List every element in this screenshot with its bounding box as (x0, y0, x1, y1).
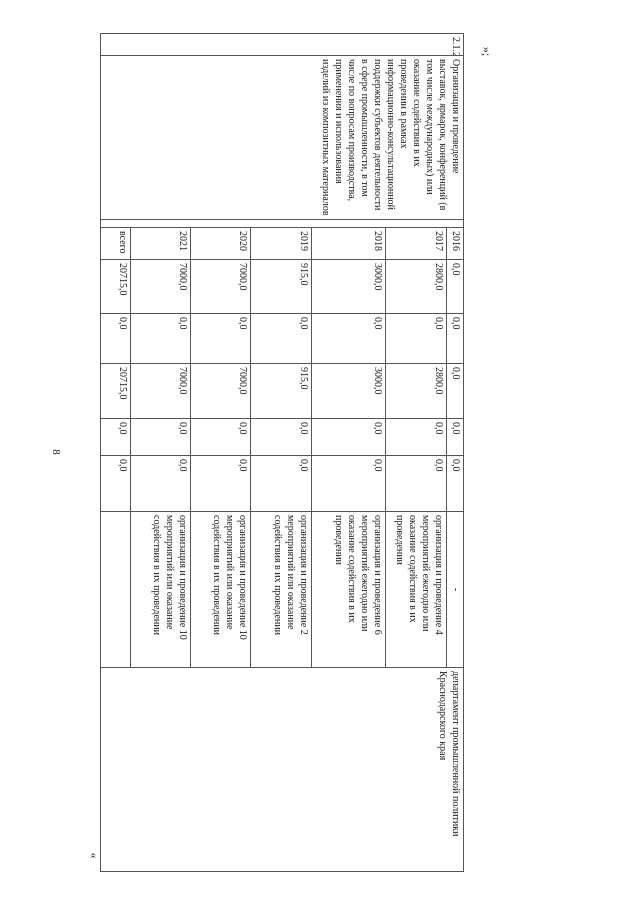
regional-cell: 20715,0 (101, 364, 131, 419)
extra-cell: 0,0 (311, 456, 386, 512)
year-cell: 2019 (251, 228, 311, 260)
total-cell: 2800,0 (386, 260, 446, 314)
result-cell: организация и проведение 10 мероприятий или оказание содействия в их проведении (191, 512, 251, 668)
total-cell: 915,0 (251, 260, 311, 314)
regional-cell: 915,0 (251, 364, 311, 419)
local-cell: 0,0 (130, 419, 190, 456)
total-cell: 3000,0 (311, 260, 386, 314)
result-cell: организация и проведение 2 мероприятий или оказание содействия в их проведении (251, 512, 311, 668)
extra-cell: 0,0 (386, 456, 446, 512)
opening-quote: « (87, 852, 102, 859)
result-cell: - (446, 512, 463, 668)
year-cell: 2020 (191, 228, 251, 260)
total-cell: 20715,0 (101, 260, 131, 314)
program-table (100, 33, 464, 872)
result-cell: организация и проведение 6 мероприятий ежегодно или оказание содействия в их проведении (311, 512, 386, 668)
table-row (446, 34, 463, 872)
year-cell: 2017 (386, 228, 446, 260)
local-cell: 0,0 (386, 419, 446, 456)
regional-cell: 7000,0 (130, 364, 190, 419)
closing-quote: »; (480, 46, 495, 57)
federal-cell: 0,0 (446, 314, 463, 364)
federal-cell: 0,0 (130, 314, 190, 364)
regional-cell: 0,0 (446, 364, 463, 419)
local-cell: 0,0 (251, 419, 311, 456)
federal-cell: 0,0 (191, 314, 251, 364)
regional-cell: 3000,0 (311, 364, 386, 419)
local-cell: 0,0 (191, 419, 251, 456)
year-cell: 2016 (446, 228, 463, 260)
regional-cell: 2800,0 (386, 364, 446, 419)
federal-cell: 0,0 (386, 314, 446, 364)
extra-cell: 0,0 (130, 456, 190, 512)
total-cell: 7000,0 (191, 260, 251, 314)
federal-cell: 0,0 (101, 314, 131, 364)
regional-cell: 7000,0 (191, 364, 251, 419)
total-label-cell: всего (101, 228, 131, 260)
extra-cell: 0,0 (446, 456, 463, 512)
result-cell: организация и проведение 10 мероприятий или оказание содействия в их проведении (130, 512, 190, 668)
local-cell: 0,0 (101, 419, 131, 456)
year-cell: 2018 (311, 228, 386, 260)
local-cell: 0,0 (446, 419, 463, 456)
federal-cell: 0,0 (251, 314, 311, 364)
rotated-table-wrapper (100, 33, 464, 871)
item-number-cell: 2.1.2 (101, 34, 464, 56)
extra-cell: 0,0 (191, 456, 251, 512)
spacer-cell (101, 220, 464, 228)
federal-cell: 0,0 (311, 314, 386, 364)
total-cell: 7000,0 (130, 260, 190, 314)
extra-cell: 0,0 (251, 456, 311, 512)
responsible-cell: департамент промышленной политики Краснодарского края (101, 668, 464, 872)
local-cell: 0,0 (311, 419, 386, 456)
item-name-cell: Организация и проведение выставок, ярмарок, конференций (в том числе международных) или оказание содействия в их проведении в рамках информационно-консультационной поддержки субъектов деятельности в сфере промышленности, в том числе по вопросам производства, применения и использования изделий из композитных материалов (101, 56, 464, 220)
result-cell-empty (101, 512, 131, 668)
extra-cell: 0,0 (101, 456, 131, 512)
total-cell: 0,0 (446, 260, 463, 314)
result-cell: организация и проведение 4 мероприятий ежегодно или оказание содействия в их проведении (386, 512, 446, 668)
page-number: 8 (50, 449, 62, 455)
year-cell: 2021 (130, 228, 190, 260)
